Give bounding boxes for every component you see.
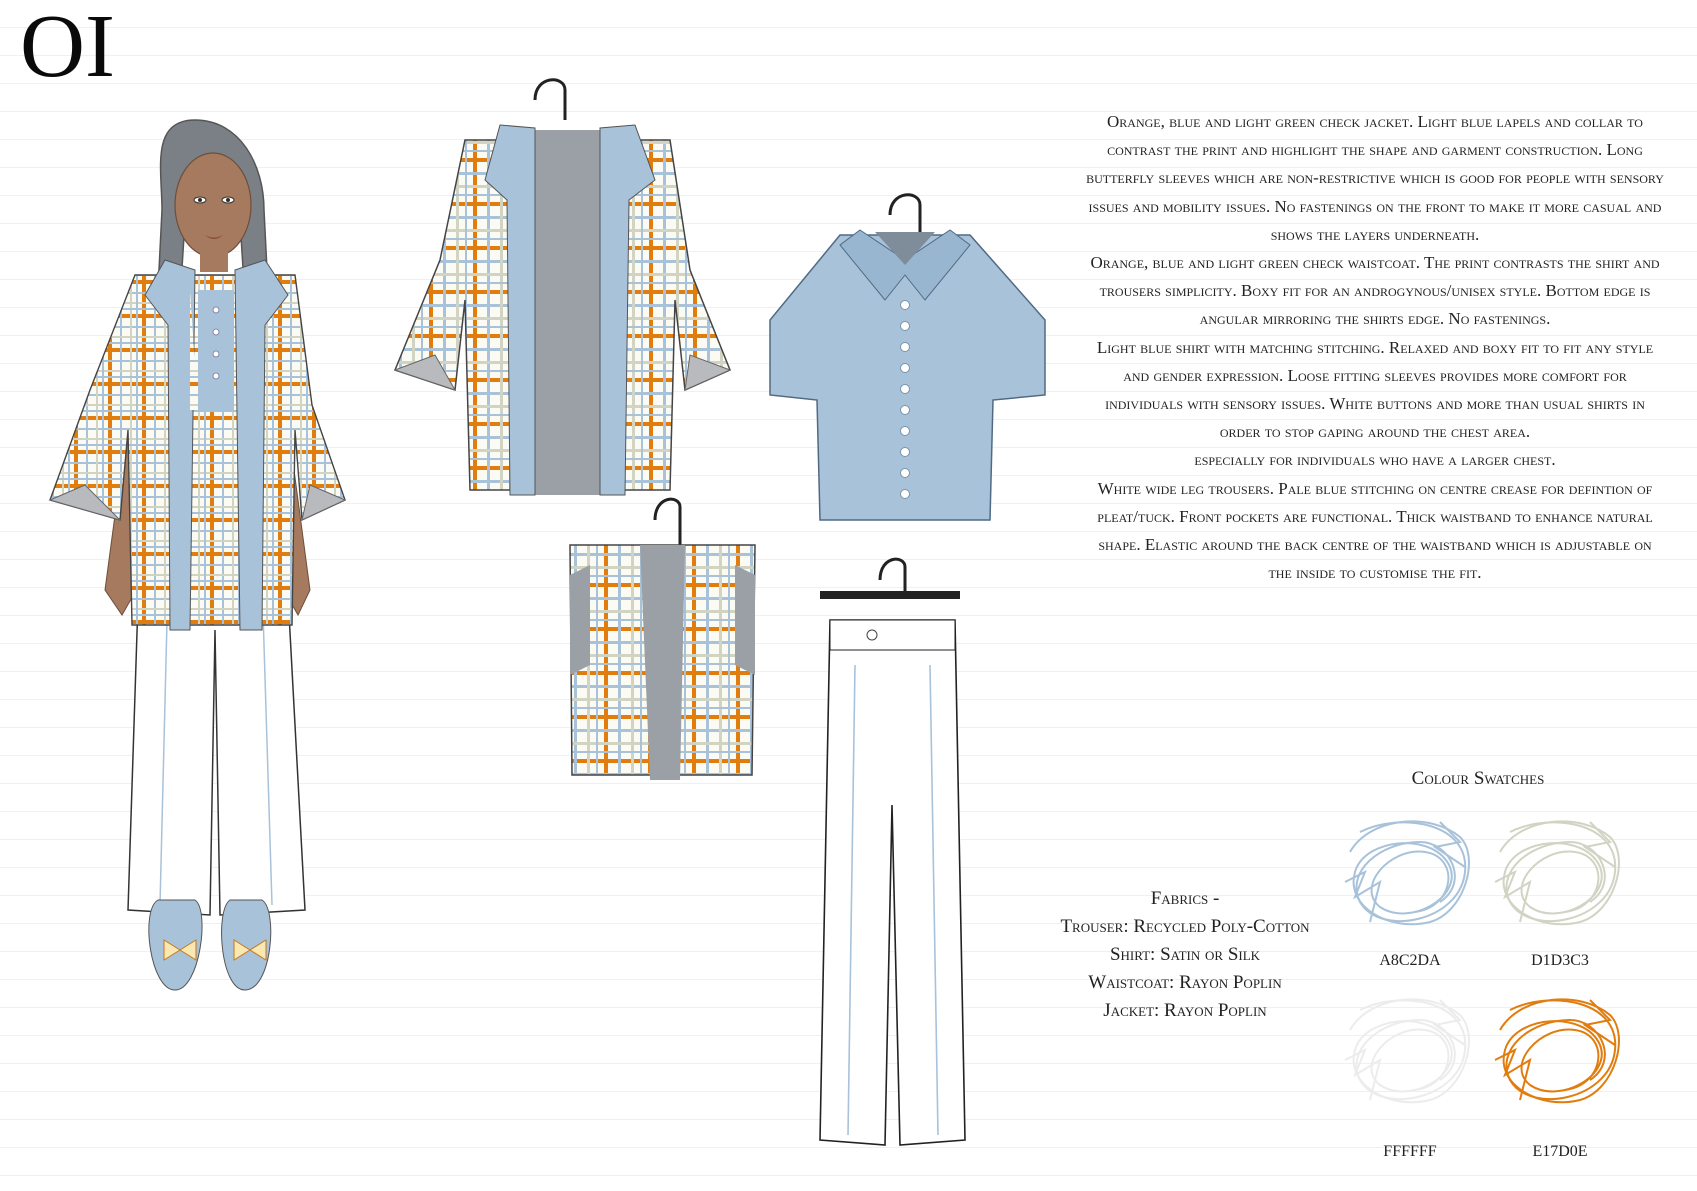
fabrics-list (985, 885, 1385, 1025)
jacket-flat (385, 70, 765, 510)
garment-description (1085, 108, 1665, 587)
swatch-label-e17d0e: E17D0E (1532, 1143, 1588, 1160)
trousers-waistband (830, 620, 955, 650)
shirt-description: Light blue shirt with matching stitching. Relaxed and boxy fit to fit any style and gender expression. Loose fitting sleeves provides more comfort for individuals with sensory issues. White buttons and more than usual shirts in order to stop gaping around the chest area. (1096, 337, 1654, 442)
swatch-scribble (1340, 990, 1480, 1125)
jacket-description: Orange, blue and light green check jacket. Light blue lapels and collar to contrast the print and highlight the shape and garment construction. Long butterfly sleeves which are non-restrictive which is good for people with sensory issues and mobility issues. No fastenings on the front to make it more casual and shows the layers underneath. (1086, 112, 1664, 244)
swatch-label-ffffff: FFFFFF (1383, 1143, 1437, 1160)
page-number: OI (20, 0, 115, 96)
trousers-body (820, 620, 965, 1145)
swatch-label-a8c2da: A8C2DA (1379, 952, 1441, 969)
trousers-description: White wide leg trousers. Pale blue stitching on centre crease for defintion of pleat/tuck. Front pockets are functional. Thick waistband to enhance natural shape. Elastic around the back centre of the waistband which is adjustable on the inside to customise the fit. (1097, 478, 1653, 583)
swatch-label-d1d3c3: D1D3C3 (1531, 952, 1589, 969)
fabric-waistcoat: Waistcoat: Rayon Poplin (1088, 972, 1282, 993)
swatch-e17d0e (1490, 990, 1630, 1140)
waistcoat-flat (560, 495, 760, 785)
fabric-shirt: Shirt: Satin or Silk (1109, 944, 1261, 965)
trousers-flat (810, 555, 970, 1155)
jacket-lining (535, 130, 600, 495)
swatch-scribble (1490, 812, 1630, 947)
waistcoat-description: Orange, blue and light green check waistcoat. The print contrasts the shirt and trousers simplicity. Boxy fit for an androgynous/unisex style. Bottom edge is angular mirroring the shirts edge. No fastenings. (1090, 253, 1660, 329)
fabric-trouser: Trouser: Recycled Poly-Cotton (1060, 916, 1310, 937)
model-illustration (40, 110, 350, 1080)
swatch-ffffff (1340, 990, 1480, 1140)
swatch-d1d3c3 (1490, 812, 1630, 962)
swatch-a8c2da (1340, 812, 1480, 962)
shirt-description-note: especially for individuals who have a larger chest. (1194, 450, 1556, 470)
swatch-scribble (1490, 990, 1630, 1125)
swatches-title: Colour Swatches (1411, 768, 1545, 789)
fabric-jacket: Jacket: Rayon Poplin (1103, 1000, 1267, 1021)
shirt-flat (765, 190, 1055, 530)
face (175, 153, 251, 257)
swatch-scribble (1340, 812, 1480, 947)
fabrics-heading: Fabrics - (1150, 888, 1220, 909)
